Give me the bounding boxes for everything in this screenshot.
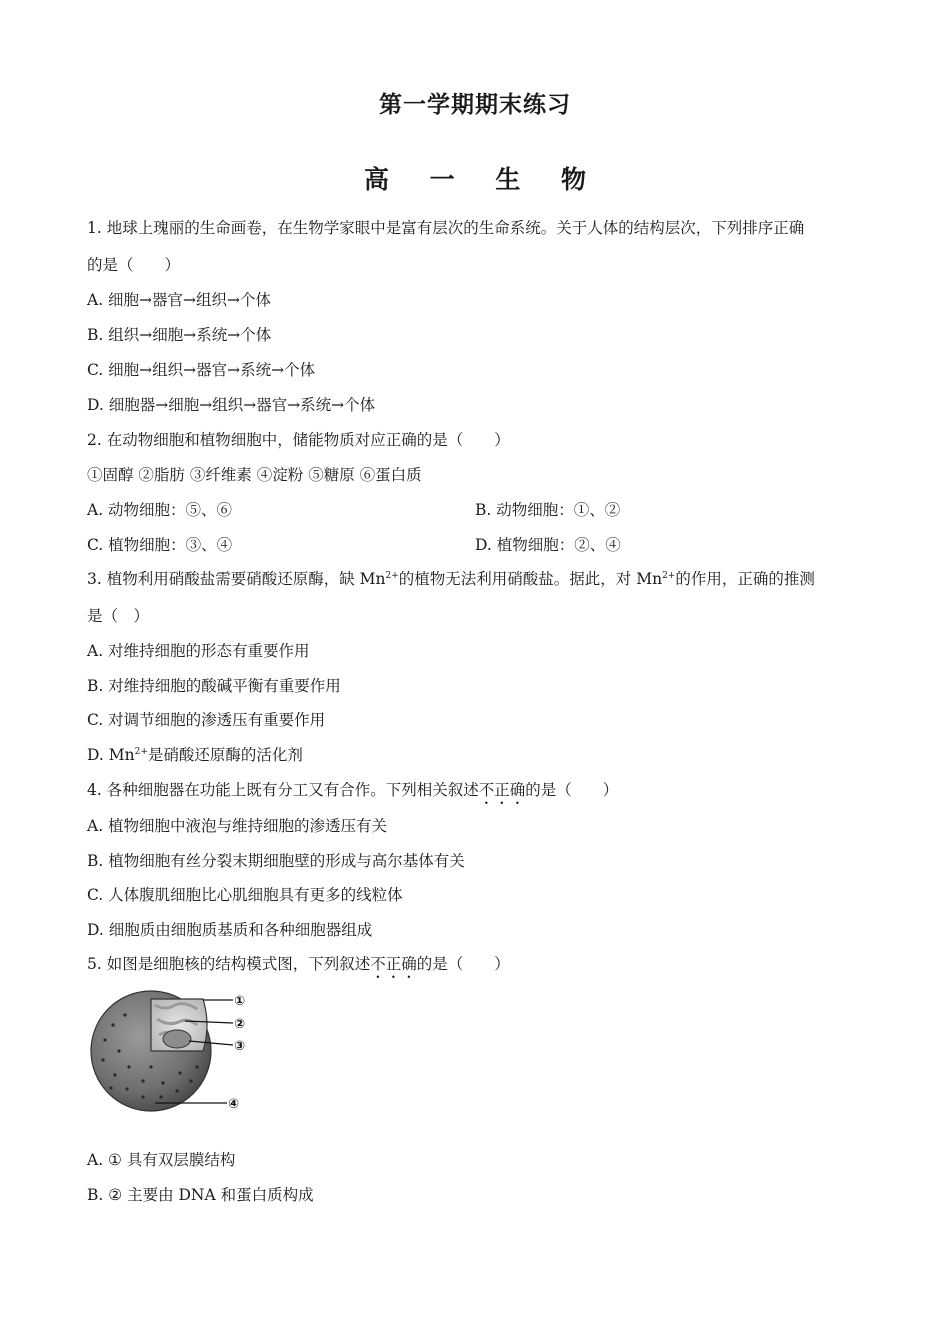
q3-stem-part-a: 3. 植物利用硝酸盐需要硝酸还原酶，缺 Mn xyxy=(87,570,386,588)
q4-option-c: C. 人体腹肌细胞比心肌细胞具有更多的线粒体 xyxy=(87,886,403,904)
q3-stem-line2: 是（ ） xyxy=(87,607,150,625)
q2-option-a: A. 动物细胞：⑤、⑥ xyxy=(87,501,233,519)
q4-option-b: B. 植物细胞有丝分裂末期细胞壁的形成与高尔基体有关 xyxy=(87,852,465,870)
label-2: ② xyxy=(234,1017,246,1032)
q3-stem-line1 xyxy=(87,569,815,589)
q1-stem-line2: 的是（ ） xyxy=(87,256,181,274)
q1-option-b: B. 组织→细胞→系统→个体 xyxy=(87,326,272,344)
q4-stem xyxy=(87,780,618,808)
q2-option-b: B. 动物细胞：①、② xyxy=(475,501,621,519)
q5-stem-emphasis: 不正确 xyxy=(370,955,417,973)
q3-ion-charge-1: 2+ xyxy=(385,570,399,581)
q5-option-a: A. ① 具有双层膜结构 xyxy=(87,1151,236,1169)
q4-stem-emphasis: 不正确 xyxy=(478,781,526,799)
q3-option-a: A. 对维持细胞的形态有重要作用 xyxy=(87,642,310,660)
q3-option-c: C. 对调节细胞的渗透压有重要作用 xyxy=(87,711,326,729)
q3-option-d-pre: D. Mn xyxy=(87,746,135,764)
q5-stem-post: 的是（ ） xyxy=(416,955,510,973)
q2-items: ①固醇 ②脂肪 ③纤维素 ④淀粉 ⑤糖原 ⑥蛋白质 xyxy=(87,466,422,484)
q3-ion-charge-3: 2+ xyxy=(134,746,148,757)
q2-option-c: C. 植物细胞：③、④ xyxy=(87,536,233,554)
q5-stem-pre: 5. 如图是细胞核的结构模式图，下列叙述 xyxy=(87,955,371,973)
label-1: ① xyxy=(234,994,246,1009)
nucleolus-shape xyxy=(163,1030,191,1048)
q5-stem xyxy=(87,954,510,982)
q1-option-c: C. 细胞→组织→器官→系统→个体 xyxy=(87,361,316,379)
q4-stem-pre: 4. 各种细胞器在功能上既有分工又有合作。下列相关叙述 xyxy=(87,781,479,799)
q3-ion-charge-2: 2+ xyxy=(662,570,676,581)
q5-option-b: B. ② 主要由 DNA 和蛋白质构成 xyxy=(87,1186,314,1204)
q1-option-d: D. 细胞器→细胞→组织→器官→系统→个体 xyxy=(87,396,376,414)
q1-option-a: A. 细胞→器官→组织→个体 xyxy=(87,291,272,309)
label-4: ④ xyxy=(228,1097,240,1112)
nucleus-diagram xyxy=(85,985,255,1115)
q3-stem-part-c: 的作用，正确的推测 xyxy=(675,570,815,588)
q2-stem: 2. 在动物细胞和植物细胞中，储能物质对应正确的是（ ） xyxy=(87,431,510,449)
q4-option-a: A. 植物细胞中液泡与维持细胞的渗透压有关 xyxy=(87,817,388,835)
q3-stem-part-b: 的植物无法利用硝酸盐。据此，对 Mn xyxy=(398,570,663,588)
q3-option-d xyxy=(87,745,303,765)
q2-option-d: D. 植物细胞：②、④ xyxy=(475,536,621,554)
q4-option-d: D. 细胞质由细胞质基质和各种细胞器组成 xyxy=(87,921,373,939)
label-3: ③ xyxy=(234,1039,246,1054)
subject-title: 高 一 生 物 xyxy=(363,165,603,194)
q1-stem-line1: 1. 地球上瑰丽的生命画卷，在生物学家眼中是富有层次的生命系统。关于人体的结构层次，下列排序正确 xyxy=(87,219,805,237)
q3-option-b: B. 对维持细胞的酸碱平衡有重要作用 xyxy=(87,677,341,695)
exam-title: 第一学期期末练习 xyxy=(379,91,571,118)
q3-option-d-post: 是硝酸还原酶的活化剂 xyxy=(147,746,303,764)
q4-stem-post: 的是（ ） xyxy=(525,781,619,799)
